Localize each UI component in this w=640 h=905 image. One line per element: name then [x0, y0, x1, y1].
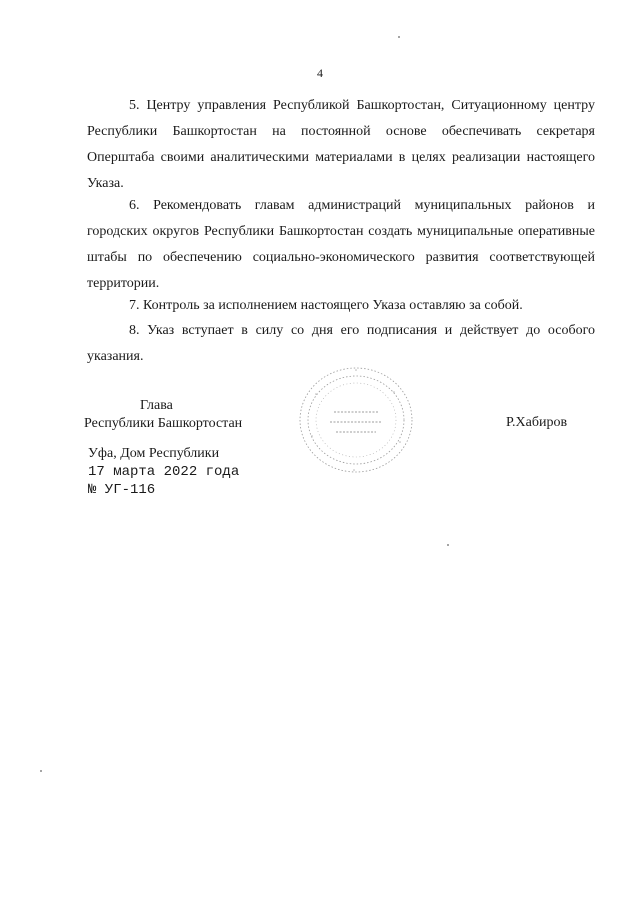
scan-speck: [447, 544, 449, 546]
date-and-number-block: [88, 463, 239, 499]
official-seal: [296, 364, 416, 476]
signatory-name: Р.Хабиров: [506, 415, 568, 430]
paragraph-8: 8. Указ вступает в силу со дня его подписания и действует до особого указания.: [87, 323, 595, 364]
decree-number: № УГ-116: [88, 482, 156, 498]
signatory-title-line1: Глава: [140, 398, 173, 413]
paragraph-6: 6. Рекомендовать главам администраций муниципальных районов и городских округов Республики Башкортостан создать муниципальные оперативные штабы по обеспечению социально-экономического развития соответствующей территории.: [87, 198, 595, 291]
issue-place: Уфа, Дом Республики: [88, 446, 220, 461]
paragraph-5: 5. Центру управления Республикой Башкортостан, Ситуационному центру Республики Башкортостан на постоянной основе обеспечивать секретаря Оперштаба своими аналитическими материалами в целях реализации настоящего Указа.: [87, 98, 595, 191]
signatory-title-line2: Республики Башкортостан: [84, 416, 243, 431]
paragraph-7: 7. Контроль за исполнением настоящего Указа оставляю за собой.: [129, 298, 523, 313]
page-number: 4: [317, 66, 323, 80]
issue-date: 17 марта 2022 года: [88, 464, 240, 480]
scan-speck: [398, 36, 400, 38]
scan-speck: [40, 770, 42, 772]
signatory-title: [84, 397, 284, 433]
